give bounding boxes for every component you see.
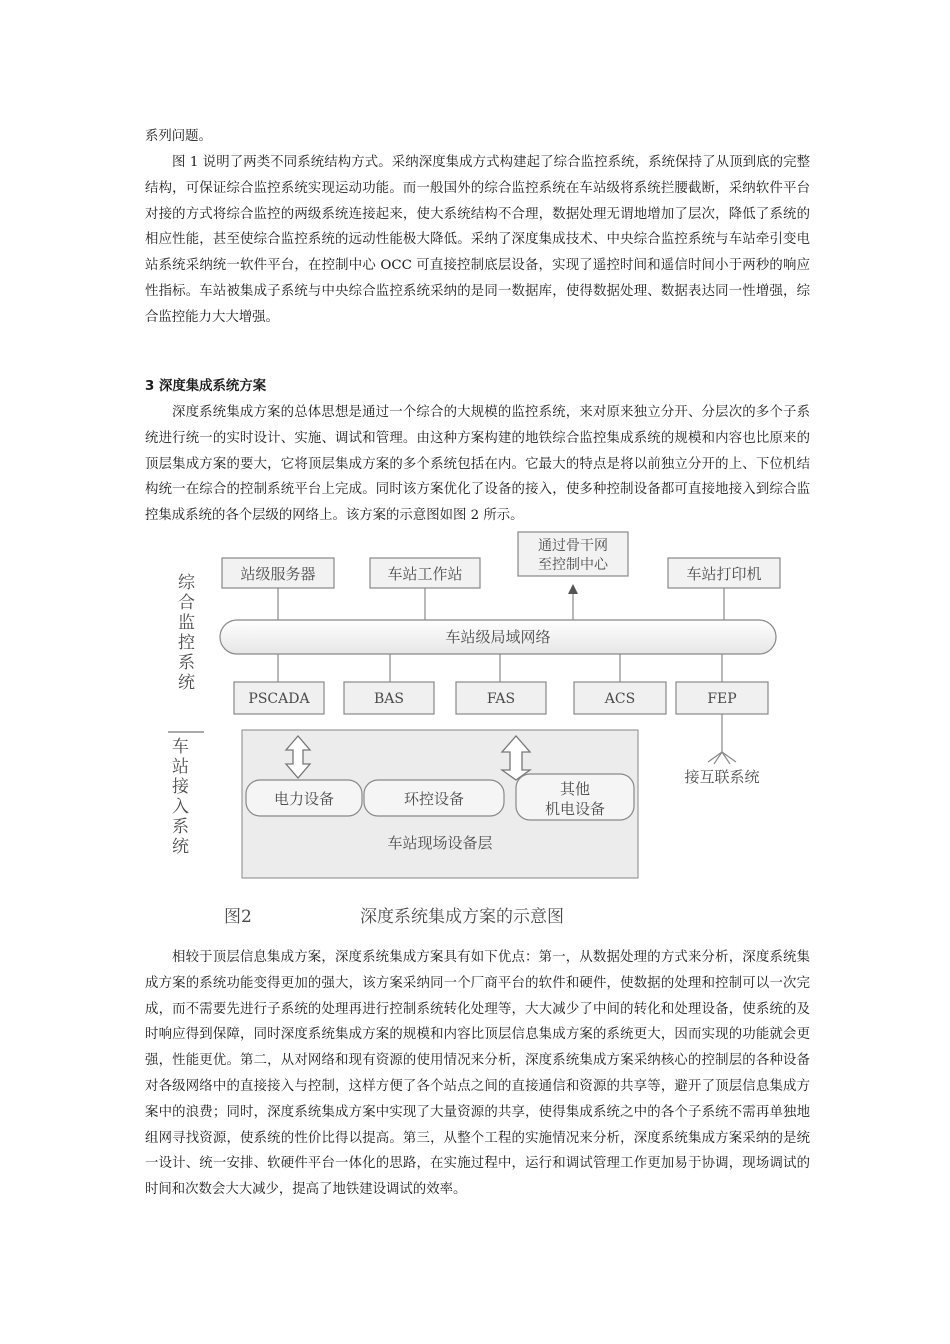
svg-text:系: 系 xyxy=(178,653,195,673)
svg-text:FEP: FEP xyxy=(707,691,737,707)
left-label-bottom xyxy=(172,737,189,857)
environment-control-box xyxy=(364,780,504,816)
advantages-paragraph: 相较于顶层信息集成方案，深度系统集成方案具有如下优点：第一，从数据处理的方式来分析，深度系统集成方案的系统功能变得更加的强大，该方案采纳同一个厂商平台的软件和硬件，使数据的处理和控制可以一次完成，而不需要先进行子系统的处理再进行控制系统转化处理等，大大减少了中间的转化和处理设备，使系统的及时响应得到保障，同时深度系统集成方案的规模和内容比顶层信息集成方案的系统更大，因而实现的功能就会更强，性能更优。第二，从对网络和现有资源的使用情况来分析，深度系统集成方案采纳核心的控制层的各种设备对各级网络中的直接接入与控制，这样方便了各个站点之间的直接通信和资源的共享等，避开了顶层信息集成方案中的浪费；同时，深度系统集成方案中实现了大量资源的共享，使得集成系统之中的各个子系统不需再单独地组网寻找资源，使系统的性价比得以提高。第三，从整个工程的实施情况来分析，深度系统集成方案采纳的是统一设计、统一安排、软硬件平台一体化的思路，在实施过程中，运行和调试管理工作更加易于协调，现场调试的时间和次数会大大减少，提高了地铁建设调试的效率。 xyxy=(145,950,810,1198)
svg-text:车: 车 xyxy=(172,737,189,757)
svg-text:综: 综 xyxy=(178,573,195,593)
section-paragraph: 深度系统集成方案的总体思想是通过一个综合的大规模的监控系统，来对原来独立分开、分层次的多个子系统进行统一的实时设计、实施、调试和管理。由这种方案构建的地铁综合监控集成系统的规模和内容也比原来的顶层集成方案的要大，它将顶层集成方案的多个系统包括在内。它最大的特点是将以前独立分开的上、下位机结构统一在综合的控制系统平台上完成。同时该方案优化了设备的接入，使多种控制设备都可直接地接入到综合监控集成系统的各个层级的网络上。该方案的示意图如图 2 所示。 xyxy=(145,405,810,524)
svg-text:接: 接 xyxy=(172,777,189,797)
continued-paragraph: 系列问题。 xyxy=(145,129,212,144)
svg-text:控: 控 xyxy=(178,633,195,653)
field-layer-label: 车站现场设备层 xyxy=(387,834,493,852)
figure1-paragraph: 图 1 说明了两类不同系统结构方式。采纳深度集成方式构建起了综合监控系统，系统保持了从顶到底的完整结构，可保证综合监控系统实现运动功能。而一般国外的综合监控系统在车站级将系统拦腰截断，采纳软件平台对接的方式将综合监控的两级系统连接起来，使大系统结构不合理，数据处理无谓地增加了层次，降低了系统的相应性能，甚至使综合监控系统的远动性能极大降低。采纳了深度集成技术、中央综合监控系统与车站牵引变电站系统采纳统一软件平台，在控制中心 OCC 可直接控制底层设备，实现了遥控时间和遥信时间小于两秒的响应性指标。车站被集成子系统与中央综合监控系统采纳的是同一数据库，使得数据处理、数据表达同一性增强，综合监控能力大大增强。 xyxy=(145,155,810,325)
svg-text:系: 系 xyxy=(172,817,189,837)
section-heading: 3 深度集成系统方案 xyxy=(145,379,267,394)
svg-text:统: 统 xyxy=(172,837,189,857)
figure-2 xyxy=(160,530,800,930)
svg-text:FAS: FAS xyxy=(486,691,516,707)
svg-text:合: 合 xyxy=(178,593,195,613)
bas-box xyxy=(344,682,434,714)
interconnect-label: 接互联系统 xyxy=(684,768,760,786)
svg-text:环控设备: 环控设备 xyxy=(403,790,465,808)
station-workstation-box xyxy=(370,558,480,622)
station-lan-bar xyxy=(220,620,776,654)
pscada-box xyxy=(234,682,324,714)
fep-interconnect-link xyxy=(708,714,736,764)
figure-caption-number: 图2 xyxy=(224,907,252,927)
power-equipment-box xyxy=(246,780,362,816)
svg-text:电力设备: 电力设备 xyxy=(273,790,335,808)
svg-text:监: 监 xyxy=(178,613,195,633)
backbone-box xyxy=(518,532,628,620)
svg-text:PSCADA: PSCADA xyxy=(248,691,310,707)
svg-text:站: 站 xyxy=(172,757,189,777)
svg-text:其他: 其他 xyxy=(559,780,591,798)
deep-integration-diagram xyxy=(160,530,800,930)
left-label-top xyxy=(178,573,196,693)
svg-text:ACS: ACS xyxy=(604,691,636,707)
svg-text:至控制中心: 至控制中心 xyxy=(538,557,608,573)
svg-text:车站打印机: 车站打印机 xyxy=(686,565,762,583)
svg-text:BAS: BAS xyxy=(374,691,404,707)
fep-box xyxy=(676,682,768,714)
svg-text:车站级局域网络: 车站级局域网络 xyxy=(445,628,551,646)
acs-box xyxy=(574,682,666,714)
figure-caption-text: 深度系统集成方案的示意图 xyxy=(360,907,564,927)
station-server-box xyxy=(222,558,334,622)
svg-text:车站工作站: 车站工作站 xyxy=(387,565,463,583)
svg-text:统: 统 xyxy=(178,673,195,693)
other-equipment-box xyxy=(516,774,634,820)
svg-text:通过骨干网: 通过骨干网 xyxy=(538,538,608,554)
svg-text:站级服务器: 站级服务器 xyxy=(240,565,316,583)
lan-connectors xyxy=(278,654,722,682)
svg-text:机电设备: 机电设备 xyxy=(544,800,606,818)
station-printer-box xyxy=(668,558,780,622)
svg-text:入: 入 xyxy=(172,797,189,817)
fas-box xyxy=(456,682,546,714)
